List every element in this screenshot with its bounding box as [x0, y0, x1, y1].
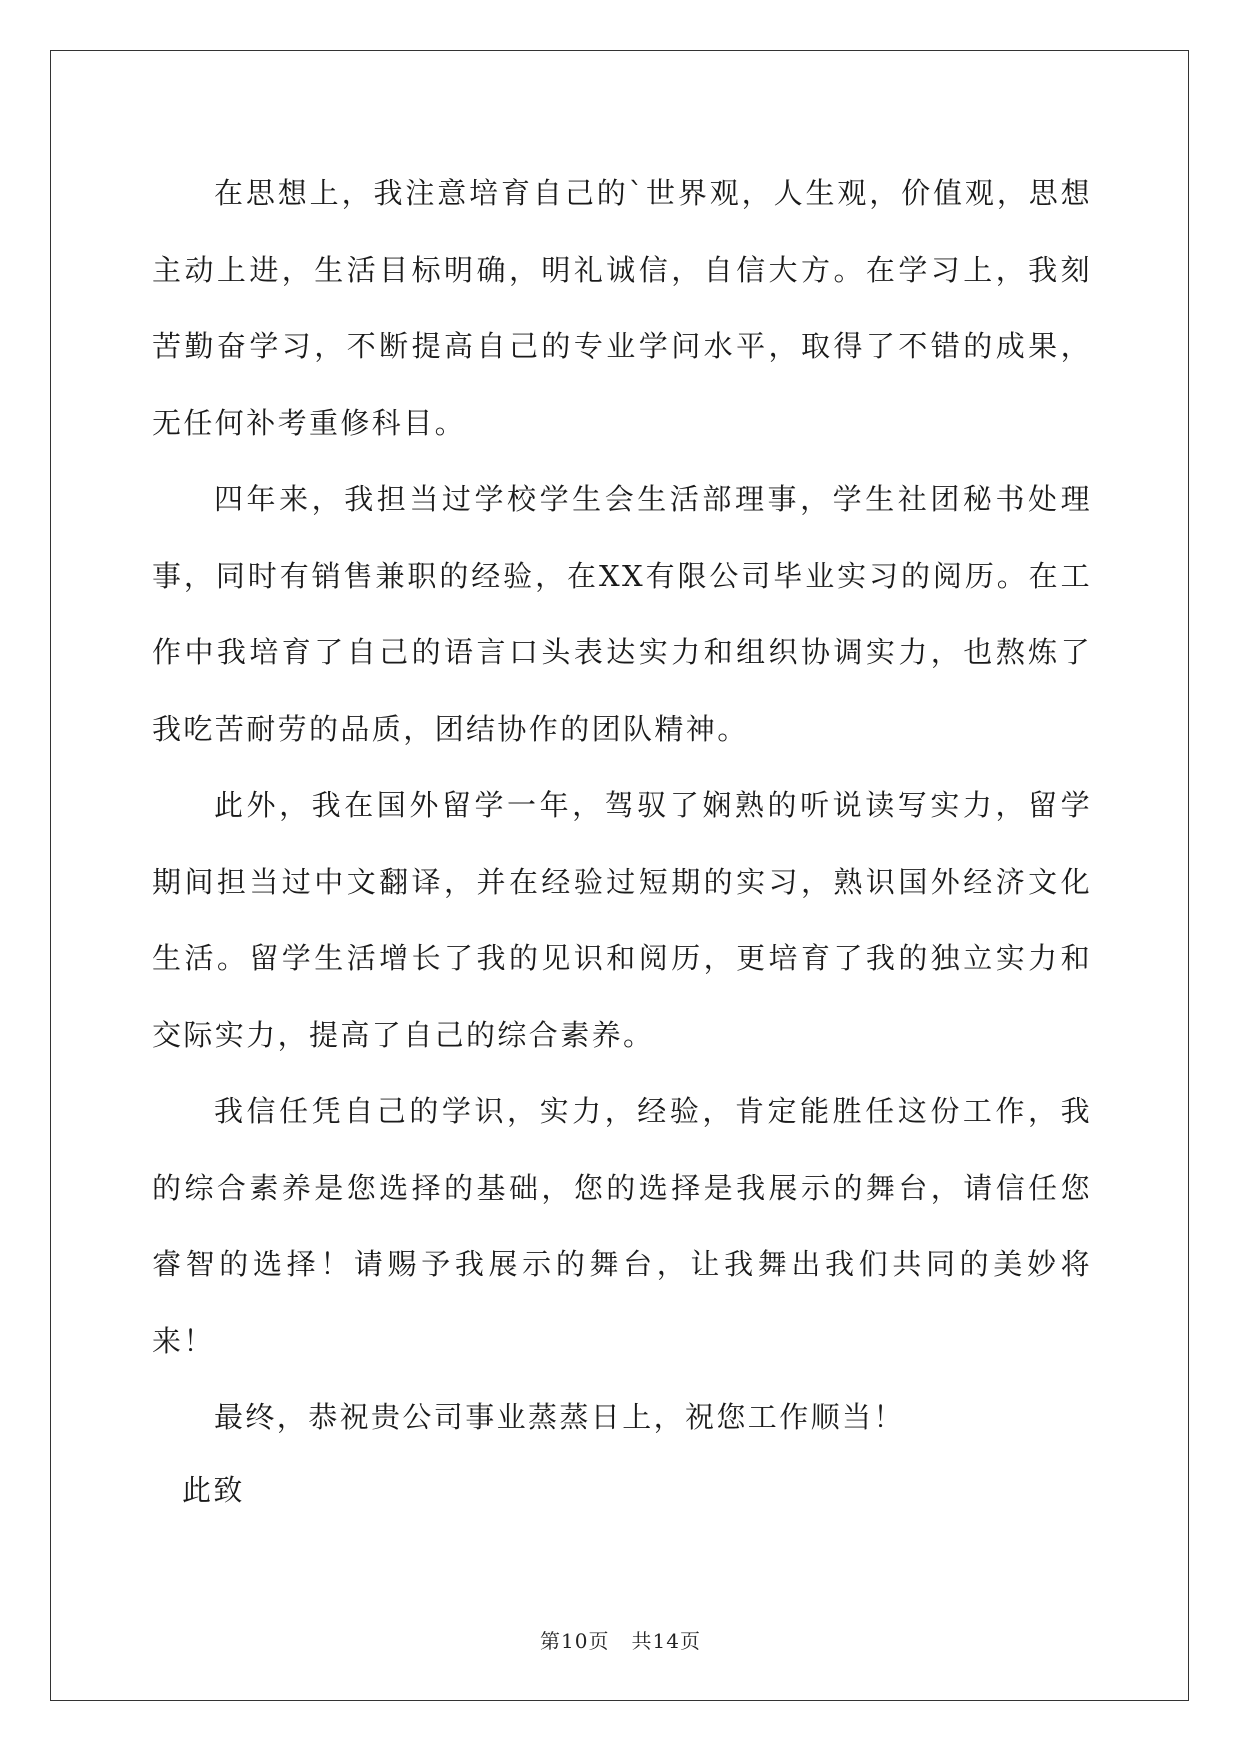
paragraph-study-abroad: 此外，我在国外留学一年，驾驭了娴熟的听说读写实力，留学期间担当过中文翻译，并在经验过短期的实习，熟识国外经济文化生活。留学生活增长了我的见识和阅历，更培育了我的独立实力和交际实力，提高了自己的综合素养。 [152, 788, 1092, 1052]
page-footer [0, 1625, 1241, 1654]
letter-body [152, 155, 1092, 1456]
paragraph-confidence: 我信任凭自己的学识，实力，经验，肯定能胜任这份工作，我的综合素养是您选择的基础，您的选择是我展示的舞台，请信任您睿智的选择！请赐予我展示的舞台，让我舞出我们共同的美妙将来！ [152, 1094, 1092, 1358]
closing-salutation: 此致 [182, 1473, 245, 1507]
page-number-total: 共14页 [631, 1629, 701, 1653]
paragraph-thought-study: 在思想上，我注意培育自己的`世界观，人生观，价值观，思想主动上进，生活目标明确，明礼诚信，自信大方。在学习上，我刻苦勤奋学习，不断提高自己的专业学问水平，取得了不错的成果，无任何补考重修科目。 [152, 176, 1092, 440]
page-number-current: 第10页 [540, 1629, 610, 1653]
paragraph-wishes: 最终，恭祝贵公司事业蒸蒸日上，祝您工作顺当！ [214, 1400, 905, 1434]
paragraph-experience: 四年来，我担当过学校学生会生活部理事，学生社团秘书处理事，同时有销售兼职的经验，在XX有限公司毕业实习的阅历。在工作中我培育了自己的语言口头表达实力和组织协调实力，也熬炼了我吃苦耐劳的品质，团结协作的团队精神。 [152, 482, 1092, 746]
